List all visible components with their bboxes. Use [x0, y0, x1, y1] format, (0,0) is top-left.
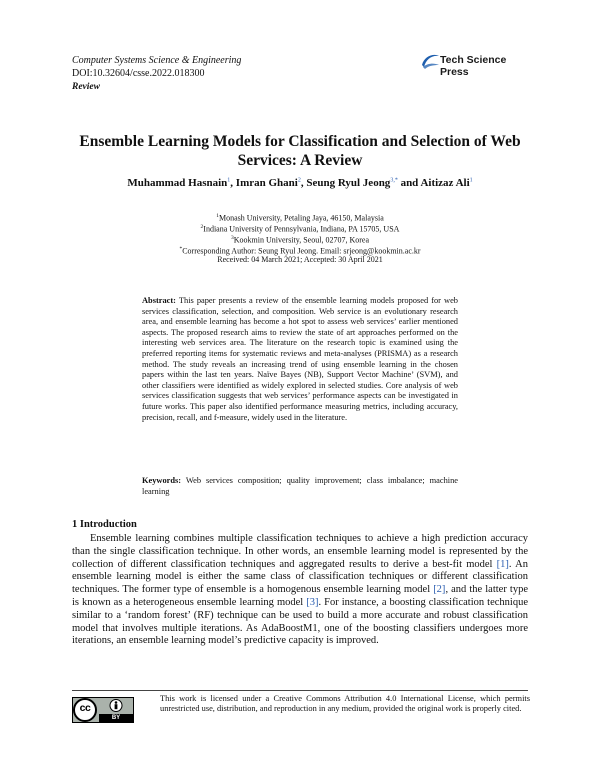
introduction-paragraph: [72, 533, 528, 648]
affiliation-mark: *: [179, 246, 183, 252]
keywords-text: Web services composition; quality improvement; class imbalance; machine learning: [142, 476, 458, 496]
paragraph-text: . For instance, a boosting classification technique similar to a ‘random forest’ (RF) technique can be used to build a more accurate and robust classification model that involves multiple iterations. As AdaBoostM1, one of the boosting classifiers undergoes more iterations, an ensemble learning model’s predictive capacity is improved.: [72, 596, 528, 647]
affiliation-text: Kookmin University, Seoul, 02707, Korea: [233, 235, 369, 245]
by-label: BY: [111, 715, 121, 721]
author-separator: ,: [300, 177, 307, 189]
author-list: [60, 177, 540, 189]
author-name: Aitizaz Ali: [420, 177, 470, 189]
author-name: Imran Ghani: [235, 177, 298, 189]
affiliation-mark: 3: [231, 235, 234, 241]
keywords-label: Keywords:: [142, 476, 182, 485]
citation-link[interactable]: [3]: [306, 596, 319, 608]
affiliation-text: Indiana University of Pennsylvania, Indiana, PA 15705, USA: [203, 224, 400, 234]
license-statement: This work is licensed under a Creative Commons Attribution 4.0 International License, which permits unrestricted use, distribution, and reproduction in any medium, provided the original work is properly cited.: [160, 694, 530, 714]
abstract: [142, 296, 458, 423]
section-heading: 1 Introduction: [72, 519, 137, 530]
affiliation-text: Monash University, Petaling Jaya, 46150, Malaysia: [218, 213, 384, 223]
publisher-swoosh-icon: [420, 52, 440, 70]
doi[interactable]: DOI:10.32604/csse.2022.018300: [72, 68, 205, 79]
author-affiliation-mark[interactable]: 1: [227, 177, 231, 184]
affiliation-text: Corresponding Author: Seung Ryul Jeong. Email: srjeong@kookmin.ac.kr: [182, 246, 421, 256]
keywords: [142, 476, 458, 497]
author-separator: ,: [230, 177, 236, 189]
received-accepted-dates: Received: 04 March 2021; Accepted: 30 April 2021: [217, 255, 383, 264]
abstract-label: Abstract:: [142, 296, 176, 305]
journal-name: Computer Systems Science & Engineering: [72, 55, 242, 66]
author-affiliation-mark[interactable]: 2: [297, 177, 301, 184]
paragraph-text: , and the latter type is known as a heterogeneous ensemble learning model: [72, 584, 528, 608]
article-type: Review: [72, 82, 100, 92]
citation-link[interactable]: [1]: [496, 558, 509, 570]
cc-label: cc: [79, 702, 91, 714]
publisher-name: Tech Science Press: [440, 54, 507, 78]
affiliation-mark: 1: [216, 213, 219, 219]
author-name: Muhammad Hasnain: [127, 177, 228, 189]
paragraph-text: . An ensemble learning model is either the same class of classification techniques or different classification techniques. The former type of ensemble is a homogenous ensemble learning model: [72, 558, 528, 596]
author-name: Seung Ryul Jeong: [306, 177, 391, 189]
abstract-text: This paper presents a review of the ensemble learning models proposed for web services classification, selection, and composition. Web service is an evolutionary research area, and ensemble learning has become a hot spot to assess web services’ earlier mentioned aspects. The proposed research aims to review the state of art approaches performed on the interesting web services area. The literature on the research topic is examined using the preferred reporting items for systematic reviews and meta-analyses (PRISMA) as a research method. The study reveals an increasing trend of using ensemble learning in the chosen papers within the last ten years. Naïve Bayes (NB), Support Vector Machine’ (SVM), and other classifiers were identified as widely explored in selected studies. Core analysis of web services classification suggests that web services’ performance aspects can be investigated in future works. This paper also identified performance measuring metrics, including accuracy, precision, recall, and f-measure, widely used in the literature.: [142, 296, 458, 422]
citation-link[interactable]: [2]: [433, 584, 446, 596]
footer-divider: [72, 690, 528, 691]
paper-title: Ensemble Learning Models for Classification and Selection of Web Services: A Review: [79, 133, 521, 169]
affiliation-mark: 2: [200, 224, 204, 230]
publisher-logo: [420, 52, 532, 78]
author-separator: and: [397, 177, 421, 189]
paragraph-text: Ensemble learning combines multiple classification techniques to achieve a high prediction accuracy than the single classification technique. In other words, an ensemble learning model is represented by the collection of different classification techniques and aggregated results to derive a best-fit model: [72, 533, 528, 570]
author-affiliation-mark[interactable]: 1: [469, 177, 473, 184]
author-affiliation-mark[interactable]: 3,*: [390, 177, 398, 184]
cc-by-license-icon[interactable]: [72, 697, 134, 723]
